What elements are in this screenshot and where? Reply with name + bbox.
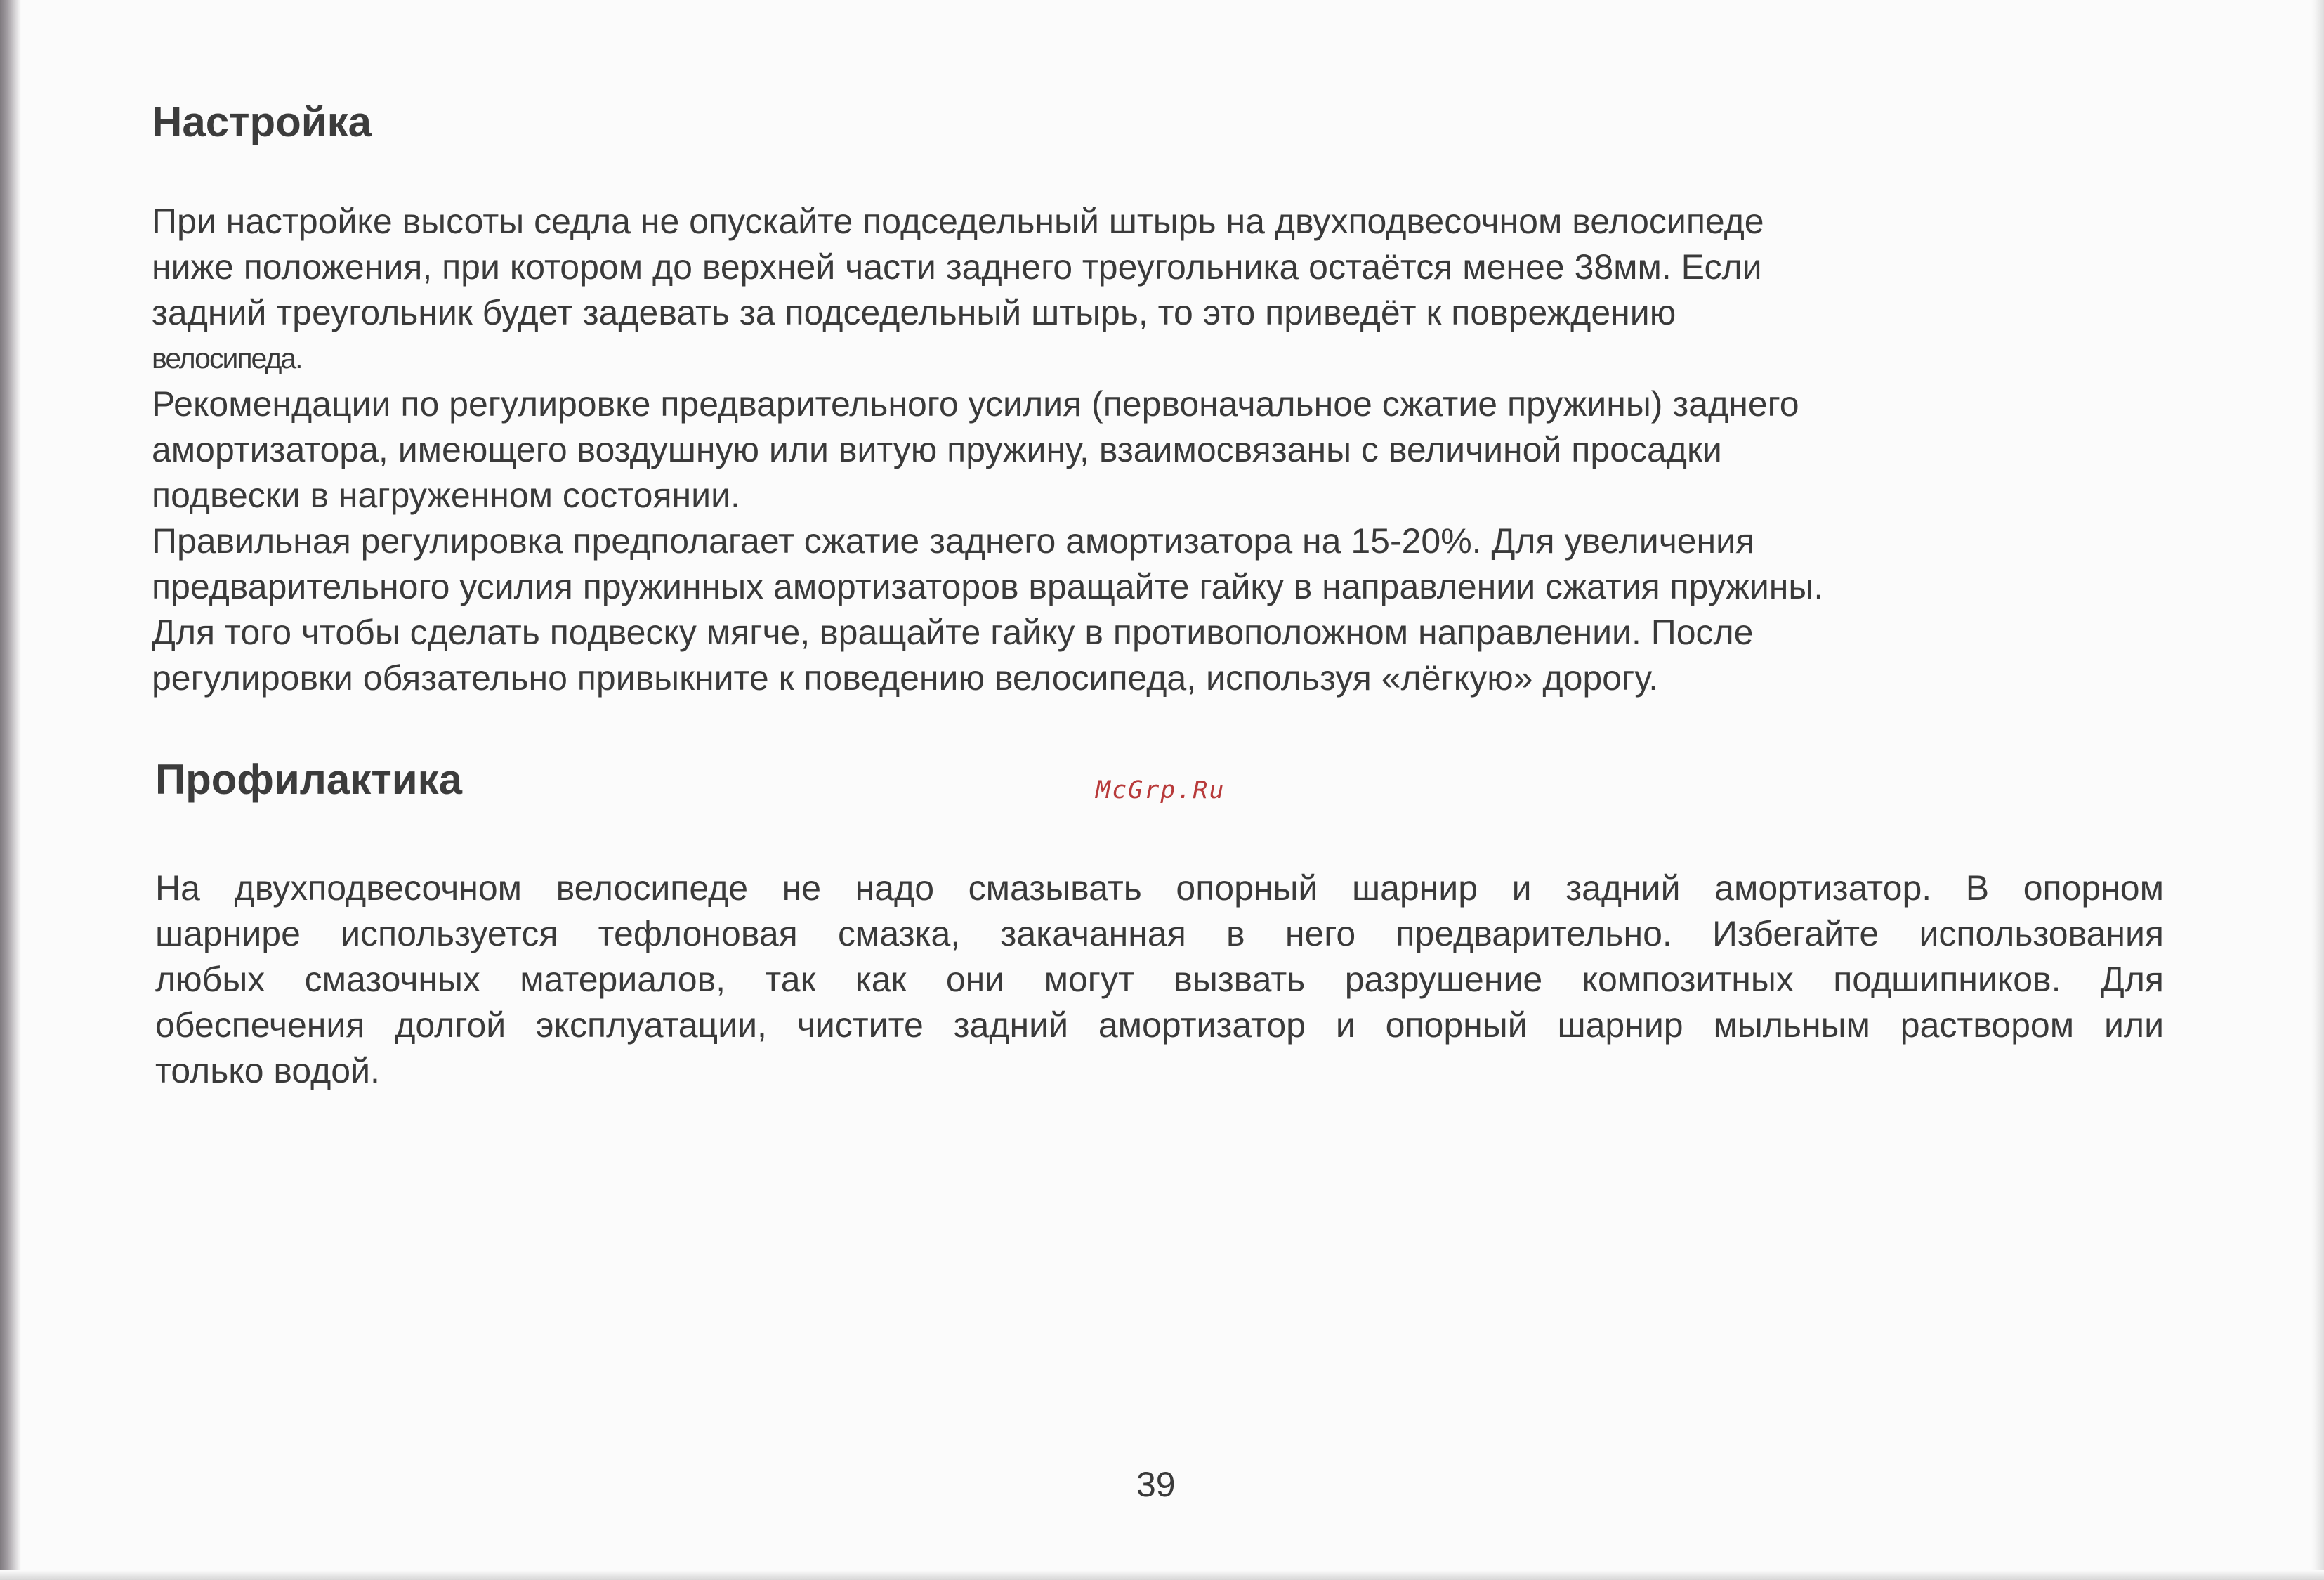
text-line: Для того чтобы сделать подвеску мягче, вращайте гайку в противоположном направлении. После [152,613,1754,652]
text-line: Правильная регулировка предполагает сжатие заднего амортизатора на 15-20%. Для увеличения [152,521,1755,561]
page-right-edge-shadow [2311,0,2324,1580]
text-line: предварительного усилия пружинных амортизаторов вращайте гайку в направлении сжатия пружины. [152,567,1824,606]
text-line: велосипеда. [152,342,302,374]
text-line: амортизатора, имеющего воздушную или витую пружину, взаимосвязаны с величиной просадки [152,430,1722,469]
text-line: шарнире используется тефлоновая смазка, закачанная в него предварительно. Избегайте использования [155,914,2164,953]
text-line: ниже положения, при котором до верхней части заднего треугольника остаётся менее 38мм. Если [152,247,1762,287]
page-bottom-edge-shadow [0,1570,2324,1580]
text-line: Рекомендации по регулировке предварительного усилия (первоначальное сжатие пружины) заднего [152,384,1799,424]
watermark-text: McGrp.Ru [1096,776,1226,804]
settings-paragraph [152,199,2062,701]
maintenance-paragraph [155,866,2164,1094]
section-heading-maintenance: Профилактика [155,756,462,803]
section-heading-settings: Настройка [152,98,372,145]
text-line: только водой. [155,1051,380,1090]
text-line: обеспечения долгой эксплуатации, чистите задний амортизатор и опорный шарнир мыльным раствором или [155,1005,2164,1045]
text-line: задний треугольник будет задевать за подседельный штырь, то это приведёт к повреждению [152,293,1676,332]
page-left-edge-shadow [0,0,21,1580]
text-line: подвески в нагруженном состоянии. [152,476,740,515]
text-line: любых смазочных материалов, так как они могут вызвать разрушение композитных подшипников. Для [155,960,2164,999]
text-line: При настройке высоты седла не опускайте подседельный штырь на двухподвесочном велосипеде [152,202,1764,241]
text-line: На двухподвесочном велосипеде не надо смазывать опорный шарнир и задний амортизатор. В опорном [155,868,2164,908]
page-number: 39 [1136,1465,1176,1504]
text-line: регулировки обязательно привыкните к поведению велосипеда, используя «лёгкую» дорогу. [152,658,1659,698]
